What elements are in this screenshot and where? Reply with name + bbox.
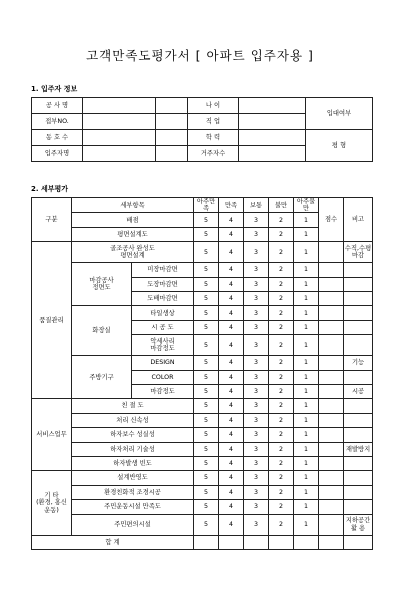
rating-1-cell: 1 — [294, 227, 319, 241]
rating-2-cell: 2 — [269, 277, 294, 291]
note-cell — [344, 263, 373, 277]
total-label: 합 계 — [32, 535, 194, 549]
score-field[interactable] — [319, 500, 344, 514]
rating-4-cell: 4 — [219, 242, 244, 263]
category-other: 기 타 (환경, 홍신 운동) — [32, 471, 72, 535]
rating-3-cell: 3 — [244, 242, 269, 263]
item-label: 하자처리 기술성 — [72, 442, 194, 456]
item-label: 설계반영도 — [72, 471, 194, 485]
item-label: 주민운동시설 만족도 — [72, 500, 194, 514]
rating-5-cell: 5 — [194, 356, 219, 370]
rating-5-cell: 5 — [194, 320, 219, 334]
category-service: 서비스업무 — [32, 399, 72, 471]
note-cell: 기능 — [344, 356, 373, 370]
header-very-satisfied: 아주만족 — [194, 198, 219, 213]
item-label: DESIGN — [132, 356, 194, 370]
item-label: 평면설계도 — [72, 227, 194, 241]
rating-5-cell: 5 — [194, 370, 219, 384]
header-category: 구분 — [32, 198, 72, 242]
rating-5-cell: 5 — [194, 456, 219, 470]
note-cell — [344, 413, 373, 427]
score-field[interactable] — [319, 320, 344, 334]
rating-1-cell: 1 — [294, 277, 319, 291]
rating-2-cell: 2 — [269, 514, 294, 535]
rating-4-cell: 4 — [219, 514, 244, 535]
note-cell: 재발방지 — [344, 442, 373, 456]
rating-4-cell: 4 — [219, 227, 244, 241]
rating-1-cell: 1 — [294, 320, 319, 334]
blank-cell — [156, 98, 188, 114]
header-note: 비고 — [344, 198, 373, 242]
rating-1-cell: 1 — [294, 384, 319, 398]
rating-2-cell: 2 — [269, 213, 294, 227]
score-field[interactable] — [319, 514, 344, 535]
rating-4-cell: 4 — [219, 320, 244, 334]
rating-2-cell: 2 — [269, 306, 294, 320]
total-cell[interactable] — [269, 535, 294, 549]
receipt-no-field[interactable] — [83, 114, 156, 130]
rating-3-cell: 3 — [244, 442, 269, 456]
score-field[interactable] — [319, 306, 344, 320]
score-field[interactable] — [319, 471, 344, 485]
note-cell: 지하공간 활 용 — [344, 514, 373, 535]
rating-2-cell: 2 — [269, 227, 294, 241]
rating-1-cell: 1 — [294, 213, 319, 227]
rating-4-cell: 4 — [219, 306, 244, 320]
note-cell — [344, 320, 373, 334]
total-score-field[interactable] — [319, 535, 344, 549]
note-cell — [344, 277, 373, 291]
rating-4-cell: 4 — [219, 213, 244, 227]
rating-4-cell: 4 — [219, 263, 244, 277]
total-note-cell — [344, 535, 373, 549]
rating-3-cell: 3 — [244, 514, 269, 535]
rating-4-cell: 4 — [219, 500, 244, 514]
rating-2-cell: 2 — [269, 413, 294, 427]
rating-4-cell: 4 — [219, 442, 244, 456]
rating-4-cell: 4 — [219, 456, 244, 470]
header-item: 세부항목 — [72, 198, 194, 213]
rating-1-cell: 1 — [294, 471, 319, 485]
rating-2-cell: 2 — [269, 320, 294, 334]
score-field[interactable] — [319, 384, 344, 398]
blank-cell — [156, 130, 188, 146]
document-title: 고객만족도평가서 [ 아파트 입주자용 ] — [86, 48, 314, 63]
item-label: 도배마감면 — [132, 292, 194, 306]
note-cell — [344, 471, 373, 485]
rating-5-cell: 5 — [194, 227, 219, 241]
rating-5-cell: 5 — [194, 500, 219, 514]
rating-2-cell: 2 — [269, 384, 294, 398]
age-label: 나 이 — [188, 98, 239, 114]
note-cell — [344, 306, 373, 320]
rating-1-cell: 1 — [294, 306, 319, 320]
item-label: 주민편의시설 — [72, 514, 194, 535]
rating-4-cell: 4 — [219, 356, 244, 370]
total-cell[interactable] — [244, 535, 269, 549]
item-label: COLOR — [132, 370, 194, 384]
header-dissatisfied: 불만 — [269, 198, 294, 213]
rating-4-cell: 4 — [219, 399, 244, 413]
score-field[interactable] — [319, 356, 344, 370]
rating-1-cell: 1 — [294, 370, 319, 384]
rating-2-cell: 2 — [269, 442, 294, 456]
rating-2-cell: 2 — [269, 370, 294, 384]
score-field[interactable] — [319, 485, 344, 499]
rating-2-cell: 2 — [269, 263, 294, 277]
rating-1-cell: 1 — [294, 356, 319, 370]
rating-2-cell: 2 — [269, 428, 294, 442]
rating-3-cell: 3 — [244, 306, 269, 320]
note-cell — [344, 292, 373, 306]
rating-1-cell: 1 — [294, 242, 319, 263]
section-evaluation-heading: 2. 세부평가 — [31, 185, 69, 193]
rating-5-cell: 5 — [194, 242, 219, 263]
receipt-no-label: 접부NO. — [32, 114, 83, 130]
rating-1-cell: 1 — [294, 485, 319, 499]
header-normal: 보통 — [244, 198, 269, 213]
rating-3-cell: 3 — [244, 384, 269, 398]
rating-3-cell: 3 — [244, 456, 269, 470]
rating-5-cell: 5 — [194, 306, 219, 320]
rating-4-cell: 4 — [219, 471, 244, 485]
rating-5-cell: 5 — [194, 428, 219, 442]
household-field[interactable] — [239, 146, 306, 162]
rating-4-cell: 4 — [219, 335, 244, 356]
score-field[interactable] — [319, 263, 344, 277]
item-label: 시 공 도 — [132, 320, 194, 334]
rating-3-cell: 3 — [244, 500, 269, 514]
rating-1-cell: 1 — [294, 428, 319, 442]
score-field[interactable] — [319, 277, 344, 291]
subcategory-finish: 마감공사 정면도 — [72, 263, 132, 306]
rating-5-cell: 5 — [194, 213, 219, 227]
rating-1-cell: 1 — [294, 335, 319, 356]
education-field[interactable] — [239, 130, 306, 146]
age-field[interactable] — [239, 98, 306, 114]
evaluation-table — [31, 197, 373, 550]
rating-5-cell: 5 — [194, 485, 219, 499]
rating-2-cell: 2 — [269, 399, 294, 413]
rating-5-cell: 5 — [194, 514, 219, 535]
rating-1-cell: 1 — [294, 399, 319, 413]
job-field[interactable] — [239, 114, 306, 130]
rating-5-cell: 5 — [194, 413, 219, 427]
rating-3-cell: 3 — [244, 428, 269, 442]
note-cell — [344, 370, 373, 384]
item-label: 미장마감면 — [132, 263, 194, 277]
dong-ho-field[interactable] — [83, 130, 156, 146]
item-label: 마감정도 — [132, 384, 194, 398]
rating-2-cell: 2 — [269, 292, 294, 306]
rating-5-cell: 5 — [194, 471, 219, 485]
rating-4-cell: 4 — [219, 413, 244, 427]
rating-4-cell: 4 — [219, 292, 244, 306]
rating-2-cell: 2 — [269, 356, 294, 370]
rating-5-cell: 5 — [194, 384, 219, 398]
score-field[interactable] — [319, 413, 344, 427]
score-field[interactable] — [319, 456, 344, 470]
rating-1-cell: 1 — [294, 292, 319, 306]
rating-2-cell: 2 — [269, 242, 294, 263]
rating-2-cell: 2 — [269, 500, 294, 514]
rating-5-cell: 5 — [194, 292, 219, 306]
score-field[interactable] — [319, 370, 344, 384]
subcategory-kitchen: 주방기구 — [72, 356, 132, 399]
rating-3-cell: 3 — [244, 263, 269, 277]
total-cell[interactable] — [294, 535, 319, 549]
note-cell: 수직,수평 마감 — [344, 242, 373, 263]
rating-3-cell: 3 — [244, 356, 269, 370]
rating-3-cell: 3 — [244, 320, 269, 334]
header-satisfied: 만족 — [219, 198, 244, 213]
note-cell — [344, 335, 373, 356]
rating-3-cell: 3 — [244, 227, 269, 241]
rating-3-cell: 3 — [244, 213, 269, 227]
item-label: 타일생상 — [132, 306, 194, 320]
note-cell — [344, 456, 373, 470]
score-field[interactable] — [319, 335, 344, 356]
item-label: 골조공사 완성도 평면설계 — [72, 242, 194, 263]
dong-ho-label: 동 호 수 — [32, 130, 83, 146]
rating-1-cell: 1 — [294, 442, 319, 456]
rating-3-cell: 3 — [244, 335, 269, 356]
header-score: 점수 — [319, 198, 344, 242]
note-cell — [344, 399, 373, 413]
rating-4-cell: 4 — [219, 485, 244, 499]
subcategory-bathroom: 화장실 — [72, 306, 132, 356]
rating-2-cell: 2 — [269, 456, 294, 470]
score-field[interactable] — [319, 292, 344, 306]
rating-3-cell: 3 — [244, 292, 269, 306]
company-label: 공 사 명 — [32, 98, 83, 114]
rating-3-cell: 3 — [244, 370, 269, 384]
resident-name-field[interactable] — [83, 146, 156, 162]
item-label: 악세사리 마감정도 — [132, 335, 194, 356]
note-cell — [344, 485, 373, 499]
score-field[interactable] — [319, 242, 344, 263]
rating-5-cell: 5 — [194, 442, 219, 456]
education-label: 학 력 — [188, 130, 239, 146]
rating-1-cell: 1 — [294, 456, 319, 470]
resident-info-table — [31, 97, 373, 162]
item-label: 하자발생 빈도 — [72, 456, 194, 470]
item-label: 환경친화적 조경시공 — [72, 485, 194, 499]
blank-cell — [156, 146, 188, 162]
rating-5-cell: 5 — [194, 277, 219, 291]
blank-cell — [156, 114, 188, 130]
rating-1-cell: 1 — [294, 413, 319, 427]
note-cell — [344, 428, 373, 442]
rating-1-cell: 1 — [294, 500, 319, 514]
item-label: 처리 신속성 — [72, 413, 194, 427]
rating-3-cell: 3 — [244, 485, 269, 499]
item-label: 하자보수 성실성 — [72, 428, 194, 442]
resident-name-label: 입주자명 — [32, 146, 83, 162]
rating-5-cell: 5 — [194, 399, 219, 413]
rating-4-cell: 4 — [219, 277, 244, 291]
household-label: 거주자수 — [188, 146, 239, 162]
job-label: 직 업 — [188, 114, 239, 130]
rating-1-cell: 1 — [294, 263, 319, 277]
rating-2-cell: 2 — [269, 471, 294, 485]
category-quality: 품질관리 — [32, 242, 72, 399]
area-label: 평 형 — [306, 130, 373, 162]
score-field[interactable] — [319, 428, 344, 442]
note-cell: 시공 — [344, 384, 373, 398]
company-field[interactable] — [83, 98, 156, 114]
total-cell[interactable] — [194, 535, 219, 549]
score-field[interactable] — [319, 442, 344, 456]
header-very-dissatisfied: 아주불만 — [294, 198, 319, 213]
item-label: 친 절 도 — [72, 399, 194, 413]
note-cell — [344, 500, 373, 514]
rating-5-cell: 5 — [194, 263, 219, 277]
score-field[interactable] — [319, 399, 344, 413]
rating-1-cell: 1 — [294, 514, 319, 535]
rating-4-cell: 4 — [219, 428, 244, 442]
occupancy-label: 입대여부 — [306, 98, 373, 130]
rating-3-cell: 3 — [244, 277, 269, 291]
item-label: 도장마감면 — [132, 277, 194, 291]
rating-2-cell: 2 — [269, 485, 294, 499]
total-cell[interactable] — [219, 535, 244, 549]
rating-5-cell: 5 — [194, 335, 219, 356]
rating-3-cell: 3 — [244, 399, 269, 413]
item-label: 배점 — [72, 213, 194, 227]
rating-3-cell: 3 — [244, 413, 269, 427]
rating-4-cell: 4 — [219, 370, 244, 384]
section-resident-info-heading: 1. 입주자 정보 — [31, 85, 78, 93]
rating-3-cell: 3 — [244, 471, 269, 485]
rating-2-cell: 2 — [269, 335, 294, 356]
rating-4-cell: 4 — [219, 384, 244, 398]
